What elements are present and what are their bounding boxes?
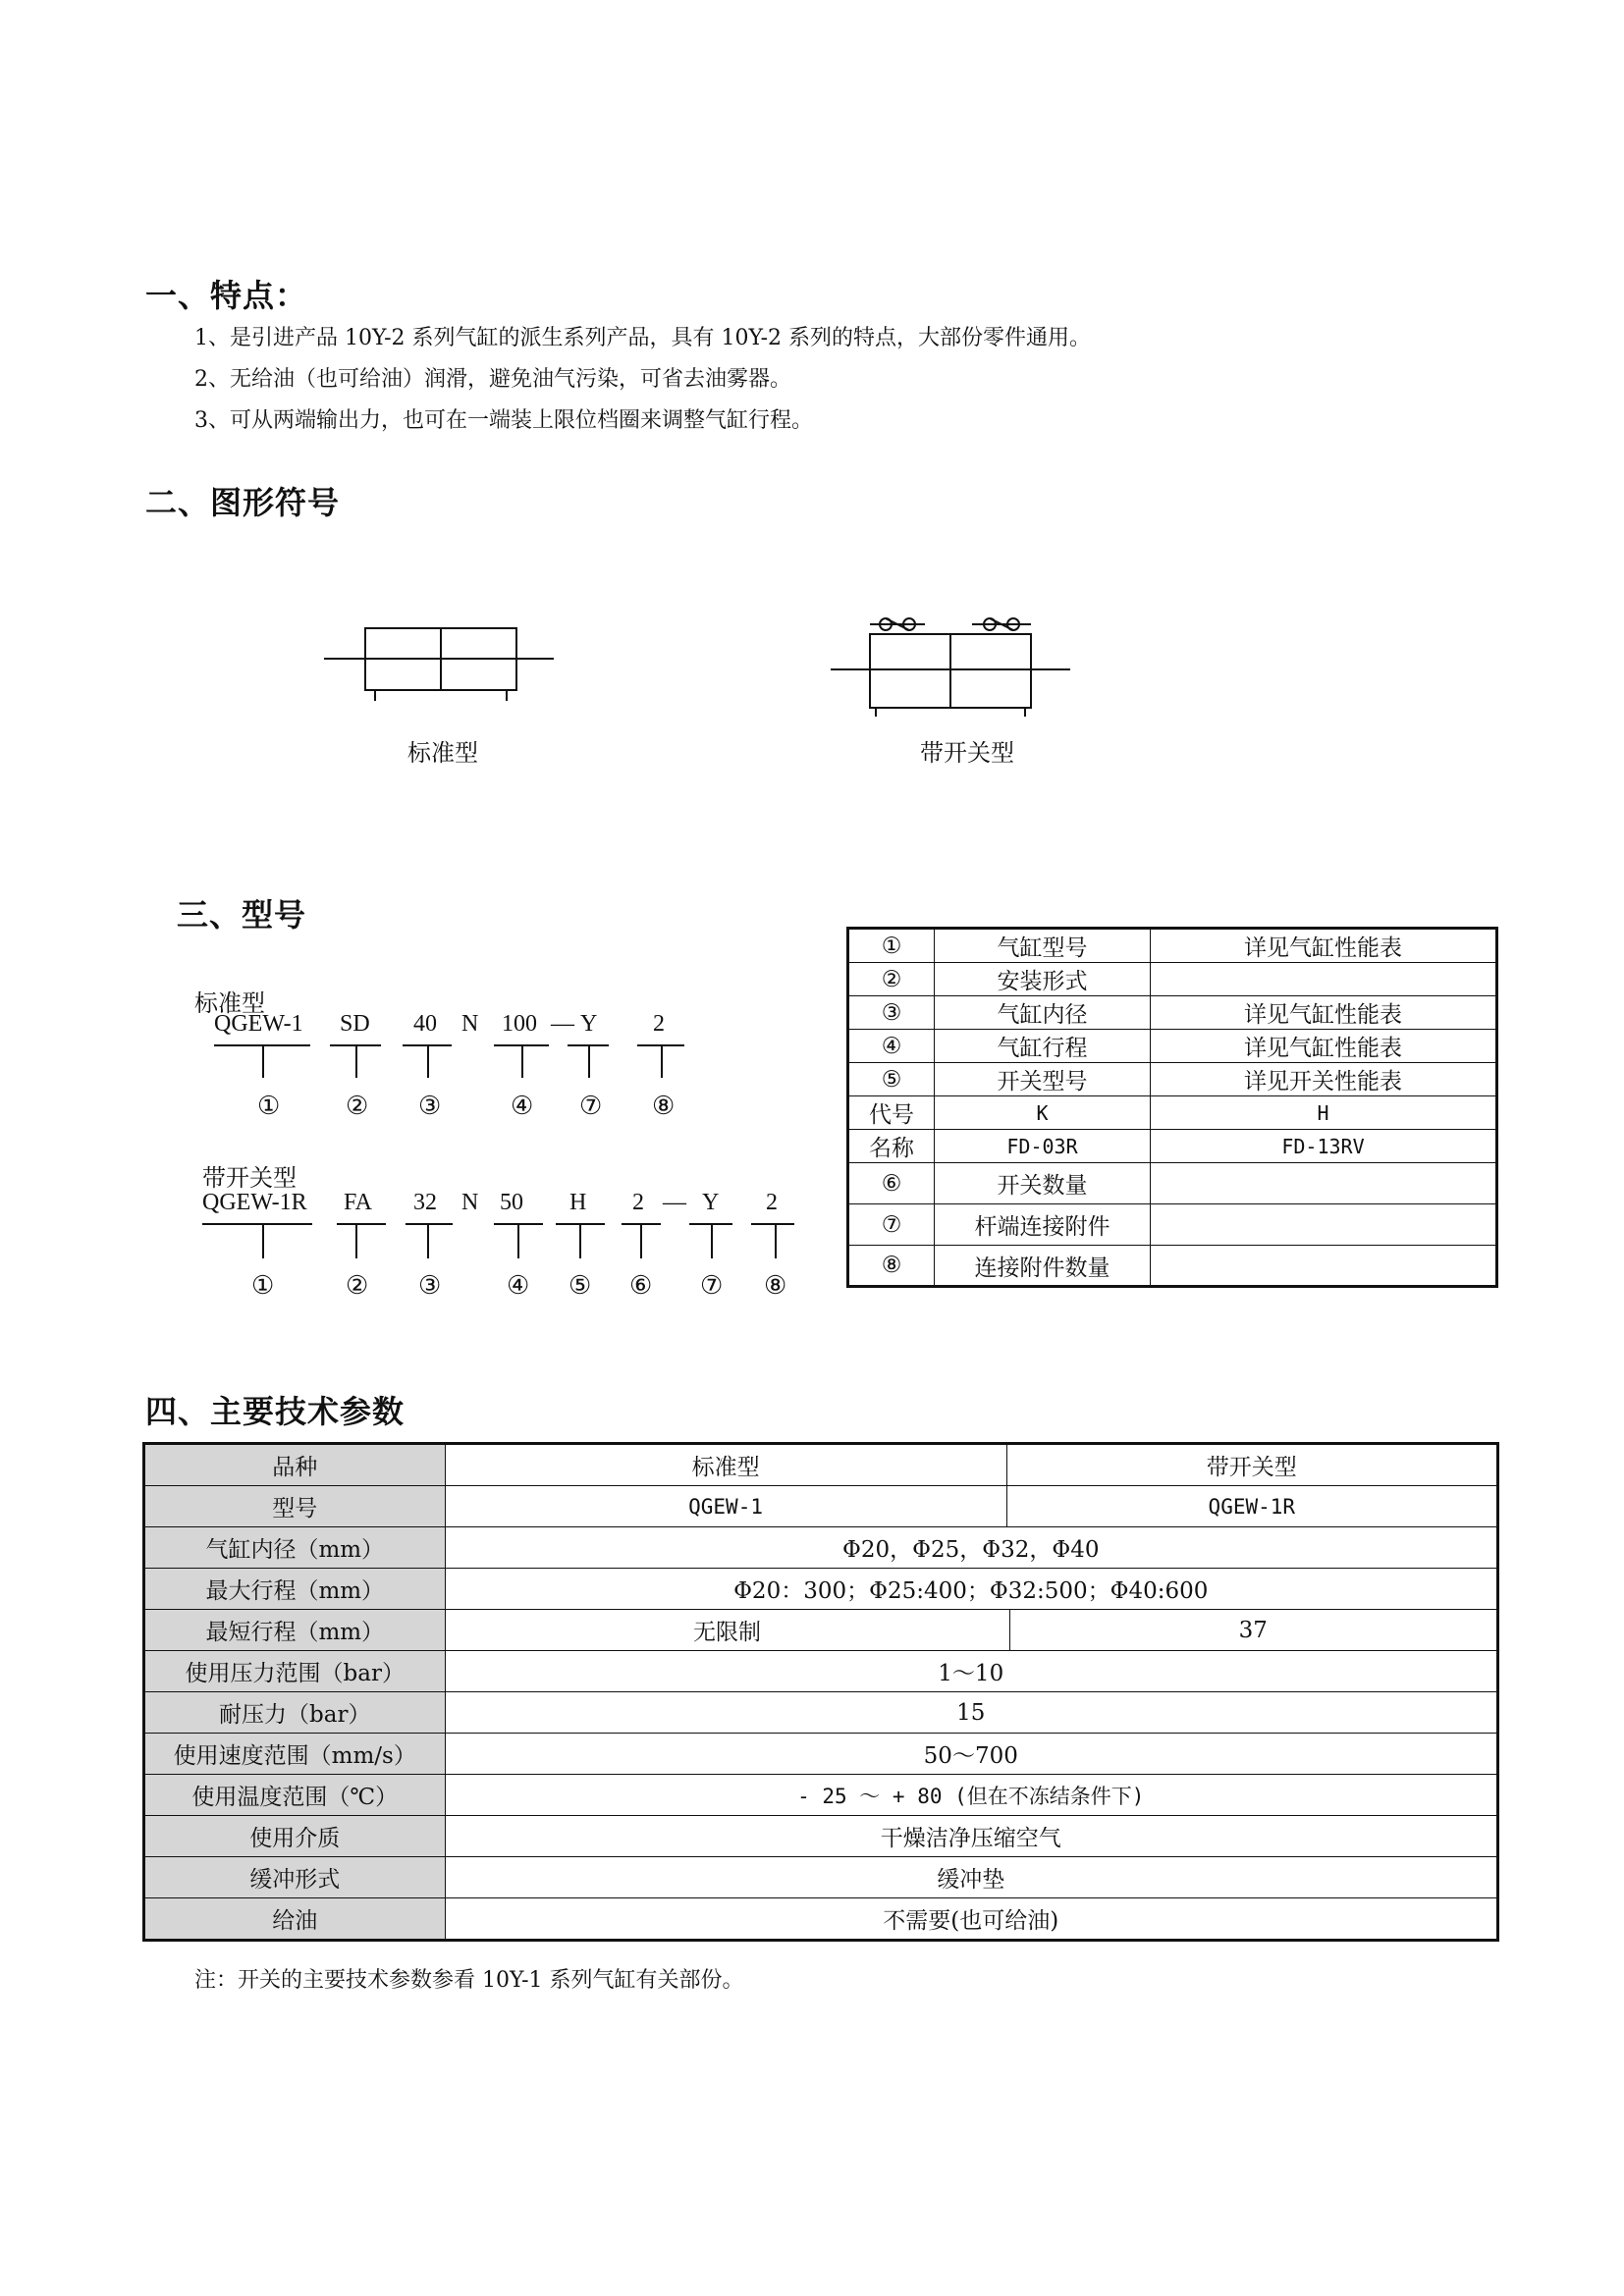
code-part-1: QGEW-1 [214,1011,303,1037]
table-cell: 气缸行程 [935,1030,1151,1063]
code-marker: ③ [418,1271,442,1301]
table-cell: Φ20，Φ25，Φ32，Φ40 [445,1527,1497,1569]
code-tick [517,1223,519,1258]
code-marker: ④ [507,1271,530,1301]
table-cell: FD-13RV [1151,1130,1497,1163]
table-cell: 缓冲垫 [445,1857,1497,1898]
table-cell: ⑤ [848,1063,935,1096]
table-row [144,1486,1498,1527]
table-cell: ⑧ [848,1246,935,1287]
table-cell: ① [848,929,935,963]
table-cell: 详见气缸性能表 [1151,1030,1497,1063]
table-row [848,1096,1497,1130]
code-marker: ② [346,1271,369,1301]
table-cell: ⑥ [848,1163,935,1204]
footnote: 注：开关的主要技术参数参看 10Y-1 系列气缸有关部份。 [194,1968,744,1993]
table-row [144,1692,1498,1734]
table-cell: 连接附件数量 [935,1246,1151,1287]
section-title-specs: 四、主要技术参数 [145,1393,406,1430]
switch-symbol-label: 带开关型 [920,739,1014,767]
table-row [144,1527,1498,1569]
table-row [848,1030,1497,1063]
feature-item-2: 2、无给油（也可给油）润滑，避免油气污染，可省去油雾器。 [194,367,791,392]
standard-code-title: 标准型 [194,989,265,1017]
table-cell [1151,963,1497,996]
code-part-2: SD [340,1011,370,1037]
code-tick [521,1044,523,1078]
row-header: 型号 [144,1486,446,1527]
table-row [848,1204,1497,1246]
model-code-table [846,927,1498,1288]
table-row [848,1246,1497,1287]
code-tick [262,1223,264,1258]
table-cell [1151,1246,1497,1287]
row-header: 给油 [144,1898,446,1941]
table-cell: K [935,1096,1151,1130]
code-part-6: — [551,1011,574,1037]
code-part-6: H [569,1190,587,1215]
code-marker: ② [346,1092,369,1121]
row-header: 使用温度范围（℃） [144,1775,446,1816]
code-tick [355,1044,357,1078]
code-part-8: — [663,1190,686,1215]
code-marker: ③ [418,1092,442,1121]
code-underline [202,1223,312,1225]
table-cell: 不需要(也可给油) [445,1898,1497,1941]
row-header: 最短行程（mm） [144,1610,446,1651]
table-cell: H [1151,1096,1497,1130]
code-tick [588,1044,590,1078]
section-title-model: 三、型号 [177,896,307,934]
row-header: 最大行程（mm） [144,1569,446,1610]
table-cell [1151,1163,1497,1204]
code-tick [661,1044,663,1078]
table-cell: 无限制 [446,1610,1010,1650]
code-part-7: 2 [632,1190,644,1215]
table-cell: 名称 [848,1130,935,1163]
code-tick [427,1223,429,1258]
table-cell: - 25 ～ + 80 (但在不冻结条件下) [445,1775,1497,1816]
standard-symbol-label: 标准型 [407,739,478,767]
code-part-8: 2 [653,1011,665,1037]
code-part-9: Y [702,1190,720,1215]
table-cell: QGEW-1R [1006,1486,1497,1527]
code-part-5: 50 [500,1190,523,1215]
table-cell: 50～700 [445,1734,1497,1775]
table-row [144,1610,1498,1651]
code-marker: ⑦ [579,1092,603,1121]
table-cell: 详见开关性能表 [1151,1063,1497,1096]
table-cell: Φ20：300；Φ25:400；Φ32:500；Φ40:600 [445,1569,1497,1610]
table-cell: FD-03R [935,1130,1151,1163]
row-header: 使用压力范围（bar） [144,1651,446,1692]
row-header: 耐压力（bar） [144,1692,446,1734]
section-title-features: 一、特点： [145,277,308,314]
code-marker: ④ [511,1092,534,1121]
row-header: 使用速度范围（mm/s） [144,1734,446,1775]
table-row [144,1444,1498,1486]
table-cell: ⑦ [848,1204,935,1246]
code-marker: ⑦ [700,1271,724,1301]
table-row [848,963,1497,996]
code-part-1: QGEW-1R [202,1190,307,1215]
code-marker: ⑥ [629,1271,653,1301]
table-cell: 代号 [848,1096,935,1130]
table-row [144,1651,1498,1692]
code-marker: ① [251,1271,275,1301]
row-header: 气缸内径（mm） [144,1527,446,1569]
row-header: 使用介质 [144,1816,446,1857]
table-cell: 1～10 [445,1651,1497,1692]
row-header: 缓冲形式 [144,1857,446,1898]
code-tick [427,1044,429,1078]
code-tick [355,1223,357,1258]
code-tick [262,1044,264,1078]
code-tick [640,1223,642,1258]
code-tick [579,1223,581,1258]
table-row [848,1130,1497,1163]
code-tick [775,1223,777,1258]
code-underline [337,1223,386,1225]
feature-item-3: 3、可从两端输出力，也可在一端装上限位档圈来调整气缸行程。 [194,408,813,433]
table-cell: 干燥洁净压缩空气 [445,1816,1497,1857]
switch-cylinder-symbol [827,599,1082,717]
table-cell: 气缸内径 [935,996,1151,1030]
standard-cylinder-symbol [314,609,569,707]
code-part-5: 100 [502,1011,537,1037]
table-cell: 37 [1238,1617,1268,1643]
table-cell: 气缸型号 [935,929,1151,963]
code-marker: ① [257,1092,281,1121]
table-row [848,996,1497,1030]
table-cell: 带开关型 [1006,1444,1497,1486]
code-marker: ⑤ [568,1271,592,1301]
code-tick [711,1223,713,1258]
table-row [144,1775,1498,1816]
code-underline [751,1223,794,1225]
table-cell: 标准型 [445,1444,1006,1486]
code-marker: ⑧ [652,1092,676,1121]
spec-table [142,1442,1499,1942]
table-cell [1151,1204,1497,1246]
row-header: 品种 [144,1444,446,1486]
table-cell: 杆端连接附件 [935,1204,1151,1246]
code-part-3: 32 [413,1190,437,1215]
table-row [144,1857,1498,1898]
table-cell: 开关型号 [935,1063,1151,1096]
table-row [848,929,1497,963]
code-part-7: Y [580,1011,598,1037]
table-row [144,1569,1498,1610]
table-cell: ④ [848,1030,935,1063]
table-row [144,1816,1498,1857]
code-part-2: FA [344,1190,372,1215]
table-cell: 详见气缸性能表 [1151,996,1497,1030]
table-cell: 详见气缸性能表 [1151,929,1497,963]
table-row [144,1734,1498,1775]
table-cell: 开关数量 [935,1163,1151,1204]
switch-code-title: 带开关型 [202,1164,297,1192]
feature-item-1: 1、是引进产品 10Y-2 系列气缸的派生系列产品，具有 10Y-2 系列的特点，大部份零件通用。 [194,326,1092,350]
table-row [848,1163,1497,1204]
table-row [144,1898,1498,1941]
section-title-symbols: 二、图形符号 [145,484,341,521]
code-part-3: 40 [413,1011,437,1037]
table-cell-split [445,1610,1497,1651]
code-part-4: N [461,1190,479,1215]
code-part-10: 2 [766,1190,778,1215]
table-cell: 15 [445,1692,1497,1734]
table-cell: QGEW-1 [445,1486,1006,1527]
code-part-4: N [461,1011,479,1037]
table-cell: ③ [848,996,935,1030]
table-cell: ② [848,963,935,996]
code-marker: ⑧ [764,1271,787,1301]
table-cell: 安装形式 [935,963,1151,996]
table-row [848,1063,1497,1096]
code-underline [406,1223,453,1225]
